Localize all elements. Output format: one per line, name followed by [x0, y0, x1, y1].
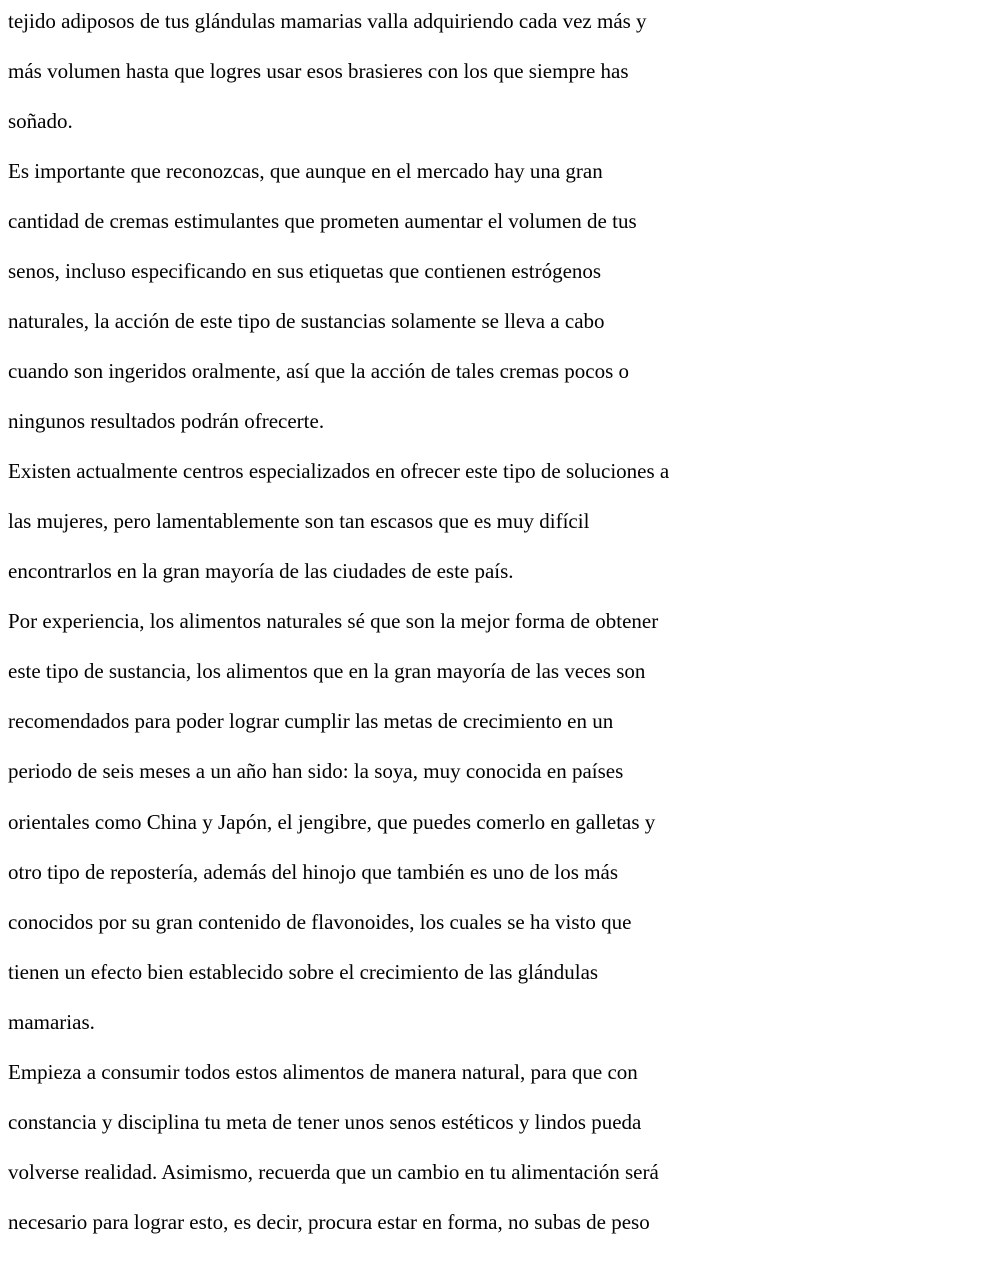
text-line: tejido adiposos de tus glándulas mamarias valla adquiriendo cada vez más y: [8, 9, 647, 33]
text-line: ningunos resultados podrán ofrecerte.: [8, 409, 325, 433]
text-line: constancia y disciplina tu meta de tener unos senos estéticos y lindos pueda: [8, 1110, 642, 1134]
text-line: Existen actualmente centros especializados en ofrecer este tipo de soluciones a: [8, 459, 670, 483]
text-line: encontrarlos en la gran mayoría de las ciudades de este país.: [8, 559, 514, 583]
text-line: naturales, la acción de este tipo de sustancias solamente se lleva a cabo: [8, 309, 605, 333]
text-line: orientales como China y Japón, el jengibre, que puedes comerlo en galletas y: [8, 810, 656, 834]
text-line: Es importante que reconozcas, que aunque en el mercado hay una gran: [8, 159, 603, 183]
text-line: senos, incluso especificando en sus etiquetas que contienen estrógenos: [8, 259, 602, 283]
text-line: periodo de seis meses a un año han sido: la soya, muy conocida en países: [8, 759, 624, 783]
text-line: mamarias.: [8, 1010, 95, 1034]
text-line: cantidad de cremas estimulantes que prometen aumentar el volumen de tus: [8, 209, 637, 233]
text-line: las mujeres, pero lamentablemente son tan escasos que es muy difícil: [8, 509, 590, 533]
text-line: necesario para lograr esto, es decir, procura estar en forma, no subas de peso: [8, 1210, 650, 1234]
text-line: otro tipo de repostería, además del hinojo que también es uno de los más: [8, 860, 619, 884]
text-line: volverse realidad. Asimismo, recuerda que un cambio en tu alimentación será: [8, 1160, 659, 1184]
text-line: soñado.: [8, 109, 73, 133]
text-line: Por experiencia, los alimentos naturales sé que son la mejor forma de obtener: [8, 609, 659, 633]
text-line: conocidos por su gran contenido de flavonoides, los cuales se ha visto que: [8, 910, 632, 934]
text-line: tienen un efecto bien establecido sobre el crecimiento de las glándulas: [8, 960, 599, 984]
text-line: más volumen hasta que logres usar esos brasieres con los que siempre has: [8, 59, 629, 83]
text-line: recomendados para poder lograr cumplir las metas de crecimiento en un: [8, 709, 614, 733]
text-line: este tipo de sustancia, los alimentos que en la gran mayoría de las veces son: [8, 659, 646, 683]
text-line: Empieza a consumir todos estos alimentos de manera natural, para que con: [8, 1060, 638, 1084]
text-line: cuando son ingeridos oralmente, así que la acción de tales cremas pocos o: [8, 359, 630, 383]
